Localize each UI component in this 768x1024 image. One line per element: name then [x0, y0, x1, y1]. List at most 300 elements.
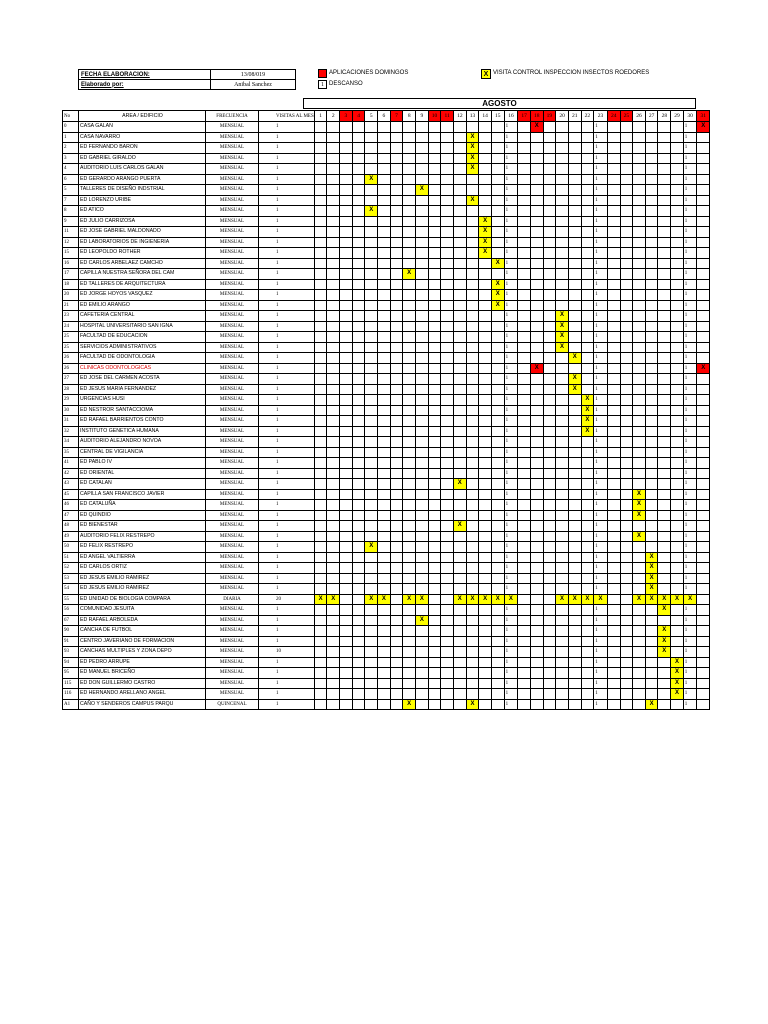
- day-cell[interactable]: [441, 132, 454, 143]
- day-cell[interactable]: [352, 647, 365, 658]
- day-cell[interactable]: [365, 185, 378, 196]
- day-cell[interactable]: [390, 279, 403, 290]
- day-cell[interactable]: [340, 300, 353, 311]
- visit-mark[interactable]: X: [466, 153, 479, 164]
- visit-mark[interactable]: X: [479, 227, 492, 238]
- area-name[interactable]: ED CARLOS ARBELAEZ CAMCHO: [79, 258, 206, 269]
- day-cell[interactable]: [416, 699, 429, 710]
- rest-day-mark[interactable]: 1: [683, 248, 697, 259]
- day-cell[interactable]: [658, 195, 671, 206]
- rest-day-mark[interactable]: 1: [683, 384, 697, 395]
- day-cell[interactable]: [568, 510, 581, 521]
- day-cell[interactable]: [314, 657, 327, 668]
- day-cell[interactable]: [390, 573, 403, 584]
- day-cell[interactable]: [658, 405, 671, 416]
- day-cell[interactable]: [416, 510, 429, 521]
- row-number[interactable]: 67: [63, 615, 79, 626]
- day-cell[interactable]: [441, 248, 454, 259]
- day-cell[interactable]: [340, 647, 353, 658]
- day-cell[interactable]: [416, 678, 429, 689]
- day-cell[interactable]: [365, 416, 378, 427]
- day-cell[interactable]: [620, 521, 633, 532]
- day-cell[interactable]: [365, 699, 378, 710]
- area-name[interactable]: ED JOSE GABRIEL MALDONADO: [79, 227, 206, 238]
- day-cell[interactable]: [607, 374, 620, 385]
- day-cell[interactable]: [378, 542, 391, 553]
- day-cell[interactable]: [403, 206, 416, 217]
- day-cell[interactable]: [607, 636, 620, 647]
- rest-day-mark[interactable]: 1: [683, 342, 697, 353]
- day-cell[interactable]: [403, 132, 416, 143]
- day-cell[interactable]: [633, 132, 646, 143]
- row-number[interactable]: 47: [63, 510, 79, 521]
- day-cell[interactable]: [466, 479, 479, 490]
- day-cell[interactable]: [428, 384, 441, 395]
- rest-day-mark[interactable]: 1: [594, 510, 608, 521]
- day-cell[interactable]: [327, 584, 340, 595]
- day-cell[interactable]: [658, 353, 671, 364]
- day-cell[interactable]: [645, 269, 658, 280]
- day-cell[interactable]: [633, 363, 646, 374]
- day-cell[interactable]: [365, 237, 378, 248]
- day-cell[interactable]: [327, 216, 340, 227]
- day-cell[interactable]: [352, 479, 365, 490]
- day-cell[interactable]: [428, 542, 441, 553]
- rest-day-mark[interactable]: 1: [594, 636, 608, 647]
- day-cell[interactable]: [466, 300, 479, 311]
- day-cell[interactable]: [378, 122, 391, 133]
- visit-mark[interactable]: X: [671, 678, 684, 689]
- day-cell[interactable]: [416, 489, 429, 500]
- day-cell[interactable]: [518, 437, 531, 448]
- day-cell[interactable]: [352, 552, 365, 563]
- area-name[interactable]: ED TALLERES DE ARQUITECTURA: [79, 279, 206, 290]
- frequency[interactable]: MENSUAL: [206, 216, 259, 227]
- day-cell[interactable]: [645, 132, 658, 143]
- day-cell[interactable]: [530, 521, 543, 532]
- row-number[interactable]: 48: [63, 521, 79, 532]
- day-cell[interactable]: [581, 269, 594, 280]
- day-cell[interactable]: [365, 143, 378, 154]
- day-cell[interactable]: [607, 311, 620, 322]
- day-cell[interactable]: [581, 279, 594, 290]
- day-cell[interactable]: [581, 468, 594, 479]
- day-cell[interactable]: [633, 615, 646, 626]
- visits-per-month[interactable]: 1: [259, 636, 315, 647]
- day-cell[interactable]: [530, 311, 543, 322]
- day-cell[interactable]: [530, 374, 543, 385]
- day-cell[interactable]: [479, 258, 492, 269]
- day-cell[interactable]: [568, 615, 581, 626]
- day-cell[interactable]: [340, 489, 353, 500]
- day-cell[interactable]: [479, 363, 492, 374]
- day-cell[interactable]: [479, 384, 492, 395]
- day-cell[interactable]: [671, 489, 684, 500]
- day-cell[interactable]: [658, 132, 671, 143]
- day-cell[interactable]: [671, 269, 684, 280]
- frequency[interactable]: MENSUAL: [206, 437, 259, 448]
- area-name[interactable]: AUDITORIO FELIX RESTREPO: [79, 531, 206, 542]
- day-cell[interactable]: [378, 405, 391, 416]
- day-cell[interactable]: [365, 384, 378, 395]
- rest-day-mark[interactable]: 1: [594, 552, 608, 563]
- day-cell[interactable]: [403, 374, 416, 385]
- day-cell[interactable]: [633, 290, 646, 301]
- day-cell[interactable]: [518, 300, 531, 311]
- visit-mark[interactable]: X: [568, 384, 581, 395]
- day-cell[interactable]: [620, 395, 633, 406]
- day-cell[interactable]: [607, 426, 620, 437]
- day-cell[interactable]: [556, 206, 569, 217]
- day-cell[interactable]: [416, 374, 429, 385]
- day-cell[interactable]: [697, 416, 710, 427]
- day-cell[interactable]: [314, 185, 327, 196]
- visit-mark[interactable]: X: [633, 500, 646, 511]
- day-cell[interactable]: [314, 563, 327, 574]
- day-cell[interactable]: [314, 258, 327, 269]
- day-cell[interactable]: [327, 258, 340, 269]
- visits-per-month[interactable]: 1: [259, 143, 315, 154]
- day-cell[interactable]: [568, 500, 581, 511]
- area-name[interactable]: ED FERNANDO BARON: [79, 143, 206, 154]
- day-cell[interactable]: [390, 521, 403, 532]
- day-cell[interactable]: [607, 332, 620, 343]
- day-cell[interactable]: [314, 290, 327, 301]
- frequency[interactable]: MENSUAL: [206, 531, 259, 542]
- sunday-application-mark[interactable]: X: [530, 122, 543, 133]
- day-cell[interactable]: [441, 479, 454, 490]
- day-cell[interactable]: [620, 615, 633, 626]
- area-name[interactable]: ED LEOPOLDO ROTHER: [79, 248, 206, 259]
- day-cell[interactable]: [327, 636, 340, 647]
- day-cell[interactable]: [340, 468, 353, 479]
- visit-mark[interactable]: X: [491, 279, 504, 290]
- day-cell[interactable]: [568, 552, 581, 563]
- day-cell[interactable]: [453, 363, 466, 374]
- visits-per-month[interactable]: 1: [259, 426, 315, 437]
- day-cell[interactable]: [352, 332, 365, 343]
- frequency[interactable]: QUINCENAL: [206, 699, 259, 710]
- day-cell[interactable]: [556, 542, 569, 553]
- day-cell[interactable]: [466, 668, 479, 679]
- day-cell[interactable]: [479, 510, 492, 521]
- day-cell[interactable]: [428, 353, 441, 364]
- day-cell[interactable]: [568, 153, 581, 164]
- day-cell[interactable]: [390, 185, 403, 196]
- day-cell[interactable]: [581, 143, 594, 154]
- frequency[interactable]: MENSUAL: [206, 552, 259, 563]
- day-cell[interactable]: [327, 615, 340, 626]
- day-cell[interactable]: [352, 500, 365, 511]
- day-cell[interactable]: [352, 542, 365, 553]
- day-cell[interactable]: [441, 279, 454, 290]
- row-number[interactable]: 49: [63, 531, 79, 542]
- day-cell[interactable]: [314, 678, 327, 689]
- day-cell[interactable]: [441, 552, 454, 563]
- day-cell[interactable]: [645, 689, 658, 700]
- rest-day-mark[interactable]: 1: [683, 237, 697, 248]
- day-cell[interactable]: [352, 584, 365, 595]
- day-cell[interactable]: [491, 657, 504, 668]
- day-cell[interactable]: [466, 626, 479, 637]
- day-cell[interactable]: [453, 416, 466, 427]
- day-cell[interactable]: [340, 636, 353, 647]
- day-cell[interactable]: [530, 479, 543, 490]
- day-cell[interactable]: [441, 332, 454, 343]
- day-cell[interactable]: [645, 342, 658, 353]
- day-cell[interactable]: [658, 300, 671, 311]
- day-cell[interactable]: [327, 510, 340, 521]
- day-cell[interactable]: [441, 174, 454, 185]
- day-cell[interactable]: [340, 521, 353, 532]
- day-cell[interactable]: [633, 332, 646, 343]
- day-cell[interactable]: [518, 143, 531, 154]
- day-cell[interactable]: [671, 237, 684, 248]
- day-cell[interactable]: [327, 416, 340, 427]
- day-cell[interactable]: [327, 185, 340, 196]
- day-cell[interactable]: [607, 584, 620, 595]
- day-cell[interactable]: [390, 468, 403, 479]
- day-cell[interactable]: [671, 605, 684, 616]
- day-cell[interactable]: [633, 353, 646, 364]
- rest-day-mark[interactable]: 1: [594, 363, 608, 374]
- day-cell[interactable]: [620, 584, 633, 595]
- day-cell[interactable]: [403, 416, 416, 427]
- day-cell[interactable]: [428, 174, 441, 185]
- day-cell[interactable]: [645, 143, 658, 154]
- row-number[interactable]: 53: [63, 573, 79, 584]
- day-cell[interactable]: [314, 416, 327, 427]
- day-cell[interactable]: [327, 489, 340, 500]
- day-cell[interactable]: [479, 573, 492, 584]
- rest-day-mark[interactable]: 1: [594, 563, 608, 574]
- day-cell[interactable]: [607, 227, 620, 238]
- day-cell[interactable]: [466, 269, 479, 280]
- day-cell[interactable]: [441, 510, 454, 521]
- rest-day-mark[interactable]: 1: [504, 563, 518, 574]
- day-cell[interactable]: [568, 426, 581, 437]
- day-cell[interactable]: [620, 374, 633, 385]
- day-cell[interactable]: [671, 290, 684, 301]
- visits-per-month[interactable]: 1: [259, 185, 315, 196]
- visits-per-month[interactable]: 1: [259, 689, 315, 700]
- rest-day-mark[interactable]: 1: [504, 395, 518, 406]
- day-cell[interactable]: [466, 122, 479, 133]
- day-cell[interactable]: [658, 269, 671, 280]
- rest-day-mark[interactable]: 1: [504, 668, 518, 679]
- day-cell[interactable]: [633, 689, 646, 700]
- day-cell[interactable]: [403, 500, 416, 511]
- row-number[interactable]: 25: [63, 342, 79, 353]
- day-cell[interactable]: [620, 311, 633, 322]
- day-cell[interactable]: [620, 363, 633, 374]
- visit-mark[interactable]: X: [671, 594, 684, 605]
- visits-per-month[interactable]: 1: [259, 206, 315, 217]
- day-cell[interactable]: [479, 521, 492, 532]
- rest-day-mark[interactable]: 1: [504, 573, 518, 584]
- day-cell[interactable]: [491, 174, 504, 185]
- day-cell[interactable]: [607, 258, 620, 269]
- row-number[interactable]: 5: [63, 185, 79, 196]
- day-cell[interactable]: [633, 626, 646, 637]
- day-cell[interactable]: [441, 206, 454, 217]
- day-cell[interactable]: [633, 300, 646, 311]
- visits-per-month[interactable]: 1: [259, 227, 315, 238]
- day-cell[interactable]: [568, 185, 581, 196]
- day-cell[interactable]: [327, 447, 340, 458]
- day-cell[interactable]: [658, 416, 671, 427]
- visits-per-month[interactable]: 1: [259, 416, 315, 427]
- rest-day-mark[interactable]: 1: [594, 615, 608, 626]
- day-cell[interactable]: [352, 300, 365, 311]
- rest-day-mark[interactable]: 1: [594, 405, 608, 416]
- day-cell[interactable]: [466, 605, 479, 616]
- row-number[interactable]: 51: [63, 552, 79, 563]
- day-cell[interactable]: [453, 510, 466, 521]
- day-cell[interactable]: [403, 552, 416, 563]
- day-cell[interactable]: [697, 552, 710, 563]
- day-cell[interactable]: [390, 531, 403, 542]
- day-cell[interactable]: [620, 122, 633, 133]
- day-cell[interactable]: [453, 531, 466, 542]
- day-cell[interactable]: [466, 353, 479, 364]
- day-cell[interactable]: [658, 668, 671, 679]
- day-cell[interactable]: [314, 531, 327, 542]
- day-cell[interactable]: [543, 164, 556, 175]
- day-cell[interactable]: [658, 657, 671, 668]
- day-cell[interactable]: [479, 615, 492, 626]
- visit-mark[interactable]: X: [403, 699, 416, 710]
- day-cell[interactable]: [340, 132, 353, 143]
- day-cell[interactable]: [416, 143, 429, 154]
- day-cell[interactable]: [620, 552, 633, 563]
- day-cell[interactable]: [697, 657, 710, 668]
- row-number[interactable]: 4: [63, 164, 79, 175]
- day-cell[interactable]: [658, 521, 671, 532]
- day-cell[interactable]: [441, 195, 454, 206]
- day-cell[interactable]: [568, 699, 581, 710]
- day-cell[interactable]: [428, 615, 441, 626]
- day-cell[interactable]: [390, 342, 403, 353]
- day-cell[interactable]: [556, 426, 569, 437]
- day-cell[interactable]: [390, 321, 403, 332]
- rest-day-mark[interactable]: 1: [683, 689, 697, 700]
- day-cell[interactable]: [390, 311, 403, 322]
- row-number[interactable]: 55: [63, 594, 79, 605]
- day-cell[interactable]: [530, 164, 543, 175]
- rest-day-mark[interactable]: 1: [683, 521, 697, 532]
- day-cell[interactable]: [543, 216, 556, 227]
- day-cell[interactable]: [352, 374, 365, 385]
- day-cell[interactable]: [491, 332, 504, 343]
- day-cell[interactable]: [671, 647, 684, 658]
- day-cell[interactable]: [403, 290, 416, 301]
- day-cell[interactable]: [365, 332, 378, 343]
- day-cell[interactable]: [556, 458, 569, 469]
- day-cell[interactable]: [390, 353, 403, 364]
- rest-day-mark[interactable]: 1: [594, 426, 608, 437]
- area-name[interactable]: ED ORIENTAL: [79, 468, 206, 479]
- day-cell[interactable]: [620, 332, 633, 343]
- day-cell[interactable]: [453, 636, 466, 647]
- day-cell[interactable]: [466, 647, 479, 658]
- rest-day-mark[interactable]: 1: [594, 657, 608, 668]
- day-cell[interactable]: [581, 500, 594, 511]
- day-cell[interactable]: [607, 395, 620, 406]
- day-cell[interactable]: [671, 458, 684, 469]
- row-number[interactable]: 116: [63, 689, 79, 700]
- day-cell[interactable]: [352, 143, 365, 154]
- rest-day-mark[interactable]: 1: [683, 227, 697, 238]
- day-cell[interactable]: [518, 384, 531, 395]
- day-cell[interactable]: [365, 164, 378, 175]
- rest-day-mark[interactable]: 1: [683, 258, 697, 269]
- day-cell[interactable]: [543, 206, 556, 217]
- rest-day-mark[interactable]: 1: [683, 132, 697, 143]
- day-cell[interactable]: [607, 132, 620, 143]
- sunday-application-mark[interactable]: X: [697, 363, 710, 374]
- day-cell[interactable]: [327, 521, 340, 532]
- day-cell[interactable]: [645, 300, 658, 311]
- day-cell[interactable]: [633, 153, 646, 164]
- visit-mark[interactable]: X: [403, 269, 416, 280]
- day-cell[interactable]: [314, 447, 327, 458]
- day-cell[interactable]: [365, 489, 378, 500]
- day-cell[interactable]: [466, 248, 479, 259]
- day-cell[interactable]: [403, 227, 416, 238]
- day-cell[interactable]: [453, 153, 466, 164]
- day-cell[interactable]: [428, 248, 441, 259]
- day-cell[interactable]: [428, 437, 441, 448]
- rest-day-mark[interactable]: 1: [504, 584, 518, 595]
- day-cell[interactable]: [340, 321, 353, 332]
- day-cell[interactable]: [378, 258, 391, 269]
- day-cell[interactable]: [428, 521, 441, 532]
- frequency[interactable]: MENSUAL: [206, 374, 259, 385]
- day-cell[interactable]: [453, 300, 466, 311]
- day-cell[interactable]: [428, 269, 441, 280]
- day-cell[interactable]: [697, 321, 710, 332]
- rest-day-mark[interactable]: 1: [683, 626, 697, 637]
- day-cell[interactable]: [633, 258, 646, 269]
- day-cell[interactable]: [607, 174, 620, 185]
- day-cell[interactable]: [352, 153, 365, 164]
- day-cell[interactable]: [568, 332, 581, 343]
- day-cell[interactable]: [352, 447, 365, 458]
- visits-per-month[interactable]: 10: [259, 647, 315, 658]
- day-cell[interactable]: [607, 458, 620, 469]
- day-cell[interactable]: [378, 227, 391, 238]
- day-cell[interactable]: [466, 216, 479, 227]
- day-cell[interactable]: [620, 405, 633, 416]
- day-cell[interactable]: [314, 153, 327, 164]
- frequency[interactable]: MENSUAL: [206, 300, 259, 311]
- frequency[interactable]: MENSUAL: [206, 573, 259, 584]
- day-cell[interactable]: [428, 206, 441, 217]
- day-cell[interactable]: [658, 584, 671, 595]
- day-cell[interactable]: [340, 531, 353, 542]
- day-cell[interactable]: [340, 332, 353, 343]
- day-cell[interactable]: [671, 185, 684, 196]
- rest-day-mark[interactable]: 1: [504, 510, 518, 521]
- day-cell[interactable]: [314, 605, 327, 616]
- day-cell[interactable]: [658, 290, 671, 301]
- day-cell[interactable]: [671, 122, 684, 133]
- day-cell[interactable]: [466, 321, 479, 332]
- day-cell[interactable]: [479, 416, 492, 427]
- day-cell[interactable]: [671, 510, 684, 521]
- rest-day-mark[interactable]: 1: [594, 647, 608, 658]
